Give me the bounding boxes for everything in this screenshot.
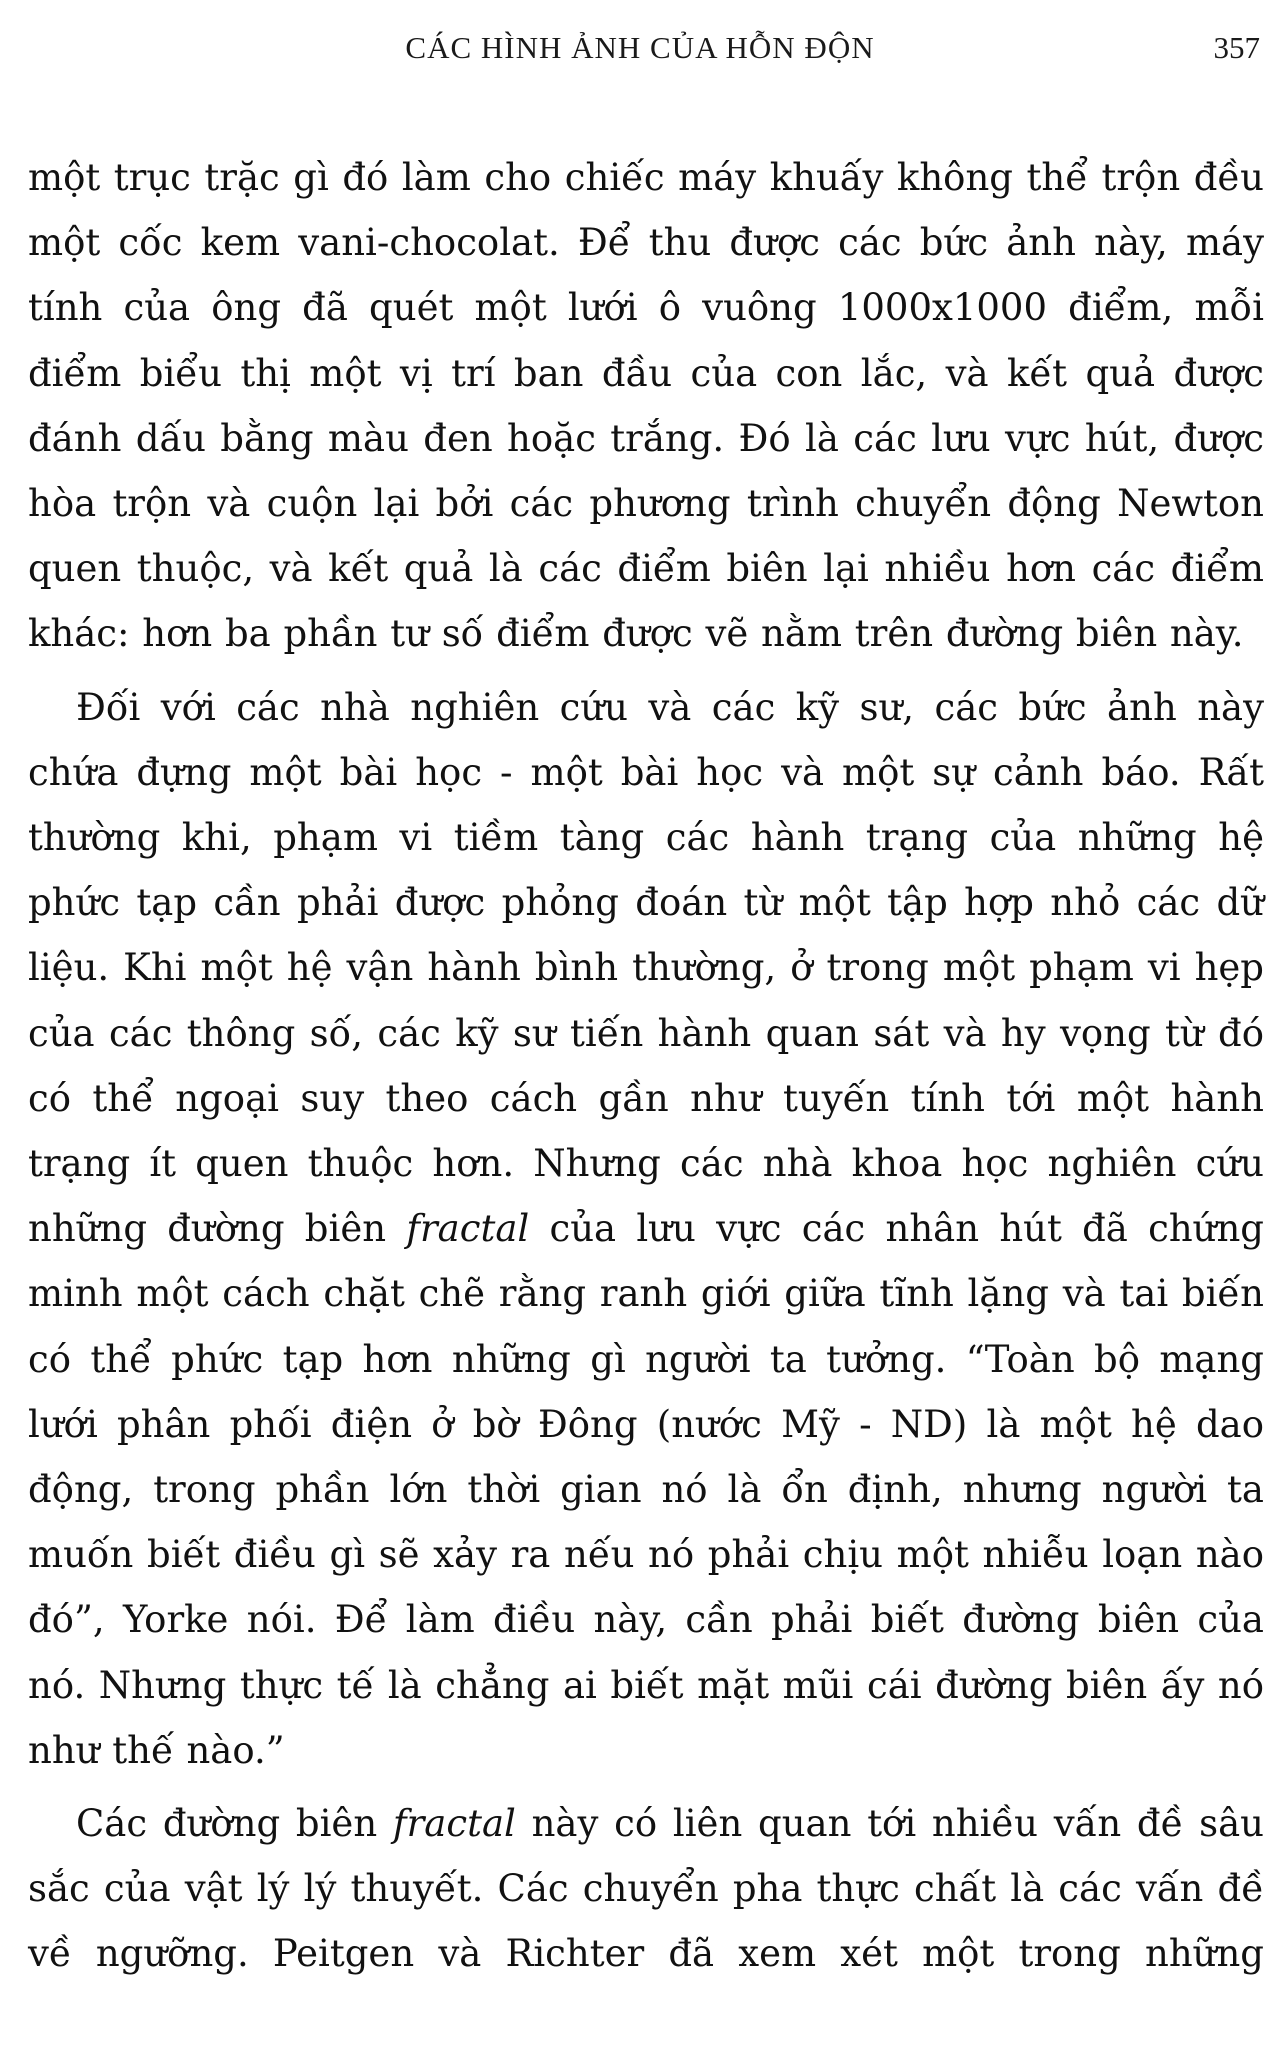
text-line: máy tính của ông đã quét một lưới ô vuông 1000x1000 điểm, bbox=[28, 221, 1264, 330]
text-line: hút đã chứng minh một cách chặt chẽ rằng ranh giới giữa tĩnh bbox=[28, 1207, 1264, 1316]
text-line-with-italic bbox=[76, 1802, 1264, 1845]
italic-term-fractal: fractal bbox=[406, 1207, 530, 1251]
text-line: Đối với các nhà nghiên cứu và các kỹ sư, các bức ảnh này bbox=[76, 685, 1264, 729]
text-line: vi hẹp của các thông số, các kỹ sư tiến hành quan sát và hy bbox=[28, 946, 1264, 1055]
text-line: hơn các điểm khác: hơn ba phần tư số điểm được vẽ nằm trên bbox=[28, 547, 1264, 656]
text-line: được đánh dấu bằng màu đen hoặc trắng. Đó là các lưu vực bbox=[28, 351, 1264, 460]
text-fragment: nghiên cứu những đường biên bbox=[28, 1142, 1264, 1251]
text-fragment: này có liên quan tới nhiều vấn đề sâu bbox=[515, 1802, 1264, 1846]
page-number: 357 bbox=[1213, 30, 1260, 65]
text-line: dữ liệu. Khi một hệ vận hành bình thường, ở trong một phạm bbox=[28, 881, 1264, 990]
text-line: đề về ngưỡng. Peitgen và Richter đã xem xét một trong những bbox=[28, 1867, 1264, 1976]
text-line: chứa đựng một bài học - một bài học và một sự cảnh báo. Rất bbox=[28, 750, 1264, 794]
running-title: CÁC HÌNH ẢNH CỦA HỖN ĐỘN bbox=[405, 30, 875, 65]
running-header bbox=[0, 26, 1280, 70]
text-line: thường khi, phạm vi tiềm tàng các hành trạng của những hệ bbox=[28, 816, 1264, 860]
text-line: đường biên này. bbox=[945, 612, 1244, 656]
text-line: lặng và tai biến có thể phức tạp hơn những gì người ta tưởng. bbox=[28, 1272, 1265, 1381]
paragraph-3 bbox=[28, 1791, 1264, 1987]
text-line: phức tạp cần phải được phỏng đoán từ một tập hợp nhỏ các bbox=[28, 881, 1201, 925]
text-line: “Toàn bộ mạng lưới phân phối điện ở bờ Đông (nước Mỹ - ND) bbox=[28, 1337, 1264, 1446]
text-fragment: của lưu vực các nhân bbox=[529, 1207, 980, 1251]
text-line: vọng từ đó có thể ngoại suy theo cách gần như tuyến tính tới bbox=[28, 1011, 1265, 1120]
text-line: một hành trạng ít quen thuộc hơn. Nhưng các nhà khoa học bbox=[28, 1076, 1265, 1186]
text-line: một nhiễu loạn nào đó”, Yorke nói. Để làm điều này, cần phải bbox=[28, 1533, 1264, 1642]
text-line: là một hệ dao động, trong phần lớn thời gian nó là ổn định, bbox=[28, 1402, 1264, 1512]
text-line: một trục trặc gì đó làm cho chiếc máy khuấy không thể trộn bbox=[28, 156, 1181, 199]
text-fragment: Các đường biên bbox=[76, 1802, 393, 1846]
text-line: sắc của vật lý lý thuyết. Các chuyển pha thực chất là các vấn bbox=[28, 1867, 1204, 1911]
text-line: nhưng người ta muốn biết điều gì sẽ xảy ra nếu nó phải chịu bbox=[28, 1468, 1264, 1577]
text-line: cái đường biên ấy nó như thế nào.” bbox=[28, 1663, 1265, 1772]
paragraph-2 bbox=[28, 675, 1264, 1783]
body-text bbox=[28, 145, 1264, 1987]
text-line: mỗi điểm biểu thị một vị trí ban đầu của con lắc, và kết quả bbox=[28, 286, 1264, 395]
text-line: biết đường biên của nó. Nhưng thực tế là chẳng ai biết mặt mũi bbox=[28, 1598, 1264, 1707]
text-line: đều một cốc kem vani-chocolat. Để thu được các bức ảnh này, bbox=[28, 156, 1264, 265]
paragraph-1 bbox=[28, 145, 1264, 667]
italic-term-fractal: fractal bbox=[392, 1802, 516, 1846]
text-line: động Newton quen thuộc, và kết quả là các điểm biên lại nhiều bbox=[28, 482, 1264, 591]
text-line: hút, được hòa trộn và cuộn lại bởi các phương trình chuyển bbox=[28, 416, 1264, 526]
